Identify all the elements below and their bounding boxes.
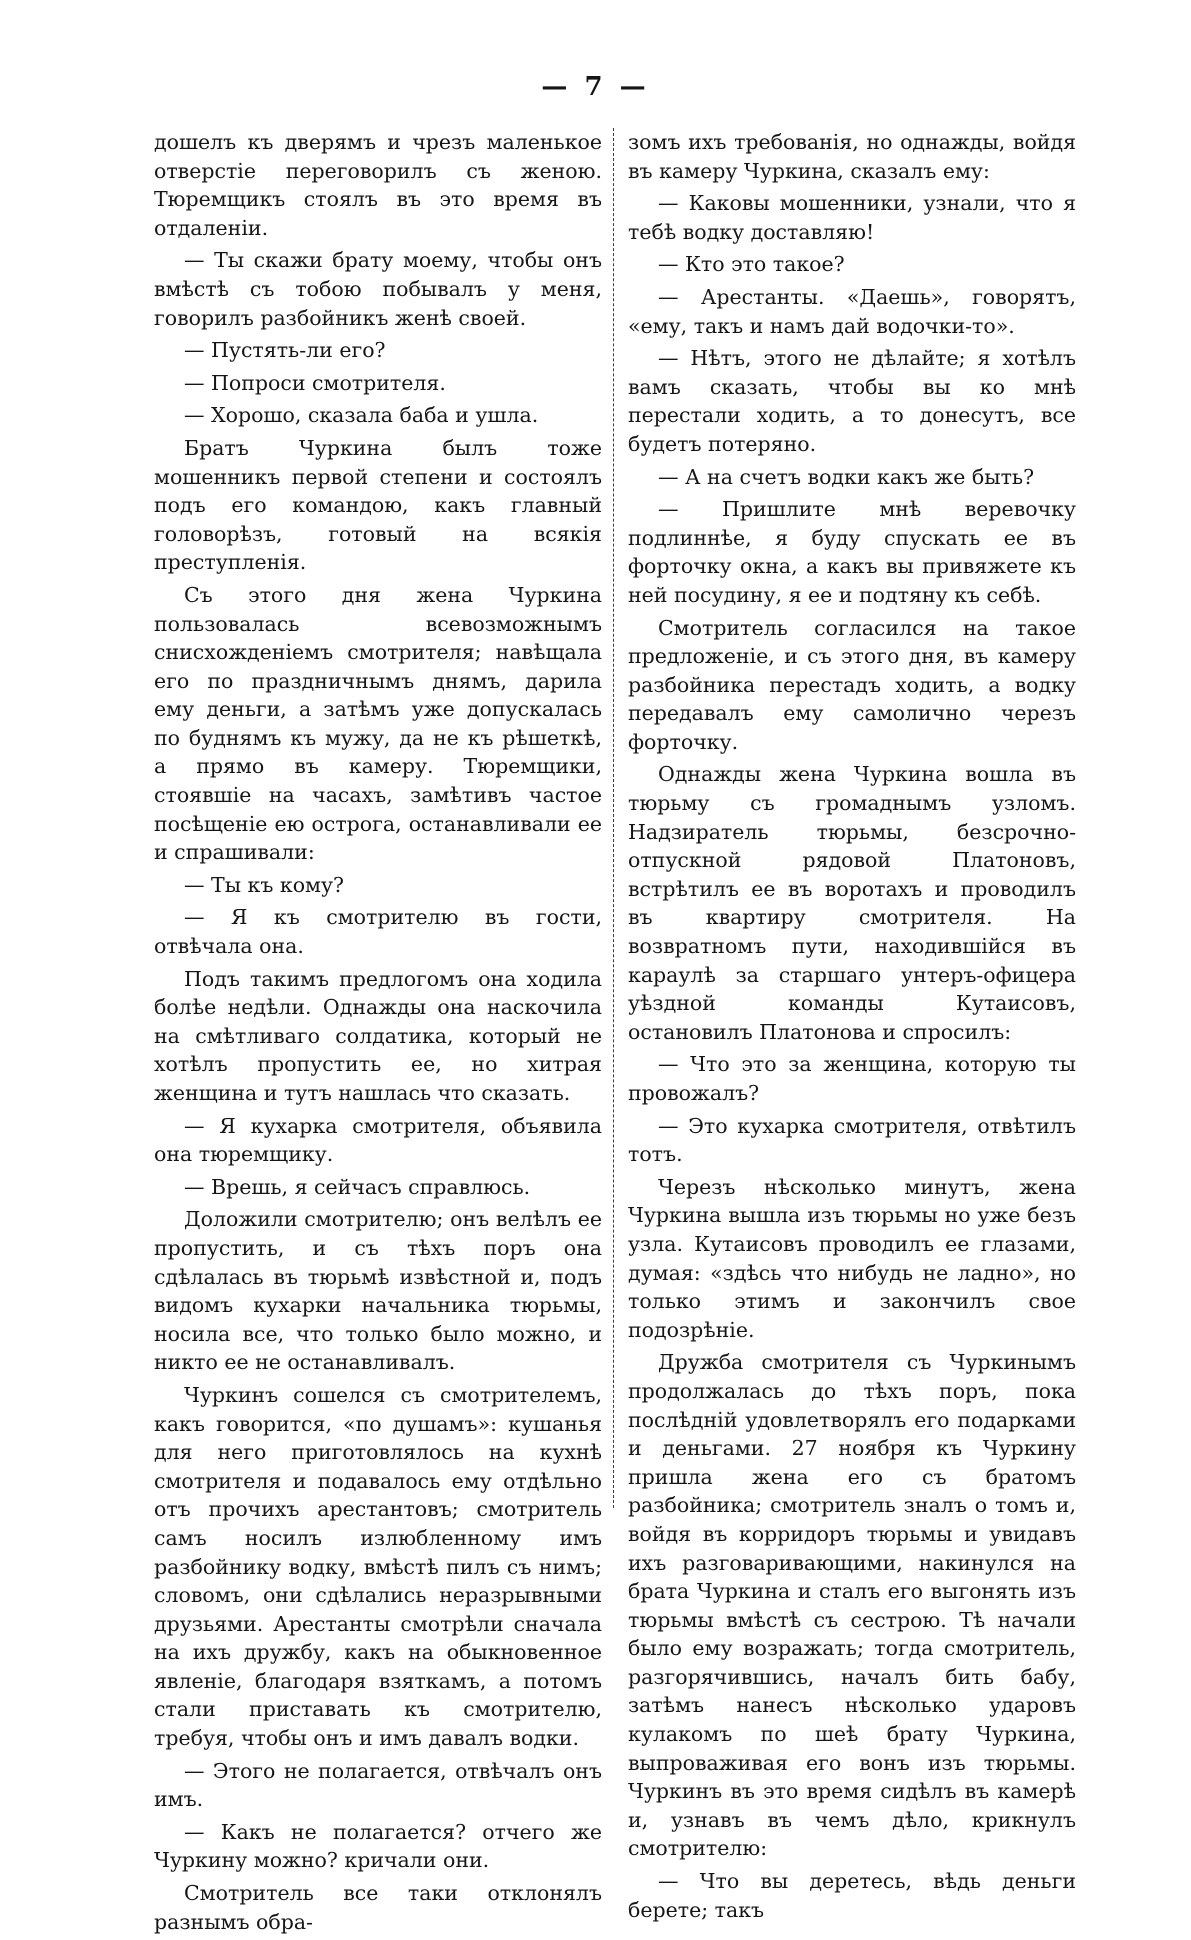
- page-number: — 7 —: [541, 72, 650, 102]
- right-column: [628, 128, 1076, 1928]
- paragraph: — Это кухарка смотрителя, отвѣтилъ тотъ.: [628, 1113, 1076, 1167]
- paragraph: — Что вы деретесь, вѣдь деньги берете; такъ: [628, 1869, 1076, 1922]
- paragraph: — Какъ не полагается? отчего же Чуркину можно? кричали они.: [154, 1819, 602, 1873]
- paragraph: зомъ ихъ требованія, но однажды, войдя въ камеру Чуркина, сказалъ ему:: [628, 130, 1076, 183]
- paragraph: — Что это за женщина, которую ты провожалъ?: [628, 1052, 1076, 1105]
- paragraph: Однажды жена Чуркина вошла въ тюрьму съ громаднымъ узломъ. Надзиратель тюрьмы, безсрочно-отпускной рядовой Платоновъ, встрѣтилъ ее въ воротахъ и проводилъ въ квартиру смотрителя. На возвратномъ пути, находившійся въ караулѣ за старшаго унтеръ-офицера уѣздной команды Кутаисовъ, остановилъ Платонова и спросилъ:: [628, 762, 1076, 1044]
- paragraph: — А на счетъ водки какъ же быть?: [658, 464, 1035, 489]
- paragraph: — Хорошо, сказала баба и ушла.: [184, 403, 539, 428]
- paragraph: — Я кухарка смотрителя, объявила она тюремщику.: [154, 1113, 602, 1167]
- paragraph: Дружба смотрителя съ Чуркинымъ продолжалась до тѣхъ поръ, пока послѣдній удовлетворялъ его подарками и деньгами. 27 ноября къ Чуркину пришла жена его съ братомъ разбойника; смотритель зналъ о томъ и, войдя въ корридоръ тюрьмы и увидавъ ихъ разговаривающими, накинулся на брата Чуркина и сталъ его выгонять изъ тюрьмы вмѣстѣ съ сестрою. Тѣ начали было ему возражать; тогда смотритель, разгорячившись, началъ бить бабу, затѣмъ нанесъ нѣсколько ударовъ кулакомъ по шеѣ брату Чуркина, выпроваживая его вонъ изъ тюрьмы. Чуркинъ въ это время сидѣлъ въ камерѣ и, узнавъ въ чемъ дѣло, крикнулъ смотрителю:: [628, 1350, 1076, 1861]
- paragraph: дошелъ къ дверямъ и чрезъ маленькое отверстіе переговорилъ съ женою. Тюремщикъ стоялъ въ это время въ отдаленіи.: [154, 130, 602, 240]
- paragraph: — Я къ смотрителю въ гости, отвѣчала она.: [154, 905, 602, 959]
- paragraph: Подъ такимъ предлогомъ она ходила болѣе недѣли. Однажды она наскочила на смѣтливаго солдатика, который не хотѣлъ пропустить ее, но хитрая женщина и тутъ нашлась что сказать.: [154, 966, 602, 1105]
- paragraph: — Ты къ кому?: [184, 872, 345, 897]
- column-divider: [613, 128, 614, 1508]
- paragraph: — Этого не полагается, отвѣчалъ онъ имъ.: [154, 1758, 602, 1812]
- paragraph: Черезъ нѣсколько минутъ, жена Чуркина вышла изъ тюрьмы но уже безъ узла. Кутаисовъ проводилъ ее глазами, думая: «здѣсь что нибудь не ладно», но только этимъ и закончилъ свое подозрѣніе.: [628, 1174, 1076, 1342]
- paragraph: Съ этого дня жена Чуркина пользовалась всевозможнымъ снисхожденіемъ смотрителя; навѣщала его по праздничнымъ днямъ, дарила ему деньги, а затѣмъ уже допускалась по буднямъ къ мужу, да не къ рѣшеткѣ, а прямо въ камеру. Тюремщики, стоявшіе на часахъ, замѣтивъ частое посѣщеніе ею острога, останавливали ее и спрашивали:: [154, 582, 602, 865]
- paragraph: — Каковы мошенники, узнали, что я тебѣ водку доставляю!: [628, 191, 1076, 244]
- paragraph: — Врешь, я сейчасъ справлюсь.: [184, 1174, 531, 1199]
- paragraph: — Ты скажи брату моему, чтобы онъ вмѣстѣ съ тобою побывалъ у меня, говорилъ разбойникъ женѣ своей.: [154, 248, 602, 330]
- paragraph: — Попроси смотрителя.: [184, 370, 446, 395]
- paragraph: — Кто это такое?: [658, 252, 845, 277]
- paragraph: Чуркинъ сошелся съ смотрителемъ, какъ говорится, «по душамъ»: кушанья для него приготовлялось на кухнѣ смотрителя и подавалось ему отдѣльно отъ прочихъ арестантовъ; смотритель самъ носилъ излюбленному имъ разбойнику водку, вмѣстѣ пилъ съ нимъ; словомъ, они сдѣлались неразрывными друзьями. Арестанты смотрѣли сначала на ихъ дружбу, какъ на обыкновенное явленіе, благодаря взяткамъ, а потомъ стали приставать къ смотрителю, требуя, чтобы онъ и имъ давалъ водки.: [154, 1382, 602, 1751]
- paragraph: — Пришлите мнѣ веревочку подлиннѣе, я буду спускать ее въ форточку окна, а какъ вы привяжете къ ней посудину, я ее и подтяну къ себѣ.: [628, 497, 1076, 607]
- paragraph: — Арестанты. «Даешь», говорятъ, «ему, такъ и намъ дай водочки-то».: [628, 284, 1076, 338]
- paragraph: Смотритель все таки отклонялъ разнымъ обра-: [154, 1881, 602, 1934]
- paragraph: Смотритель согласился на такое предложеніе, и съ этого дня, въ камеру разбойника перестадъ ходить, а водку передавалъ ему самолично черезъ форточку.: [628, 615, 1076, 754]
- left-column: [154, 128, 602, 1940]
- paragraph: — Нѣтъ, этого не дѣлайте; я хотѣлъ вамъ сказать, чтобы вы ко мнѣ перестали ходить, а то донесутъ, все будетъ потеряно.: [628, 346, 1076, 456]
- paragraph: Доложили смотрителю; онъ велѣлъ ее пропустить, и съ тѣхъ поръ она сдѣлалась въ тюрьмѣ извѣстной и, подъ видомъ кухарки начальника тюрьмы, носила все, что только было можно, и никто ее не останавливалъ.: [154, 1207, 602, 1375]
- paragraph: Братъ Чуркина былъ тоже мошенникъ первой степени и состоялъ подъ его командою, какъ главный головорѣзъ, готовый на всякія преступленія.: [154, 435, 602, 575]
- paragraph: — Пустять-ли его?: [184, 338, 386, 363]
